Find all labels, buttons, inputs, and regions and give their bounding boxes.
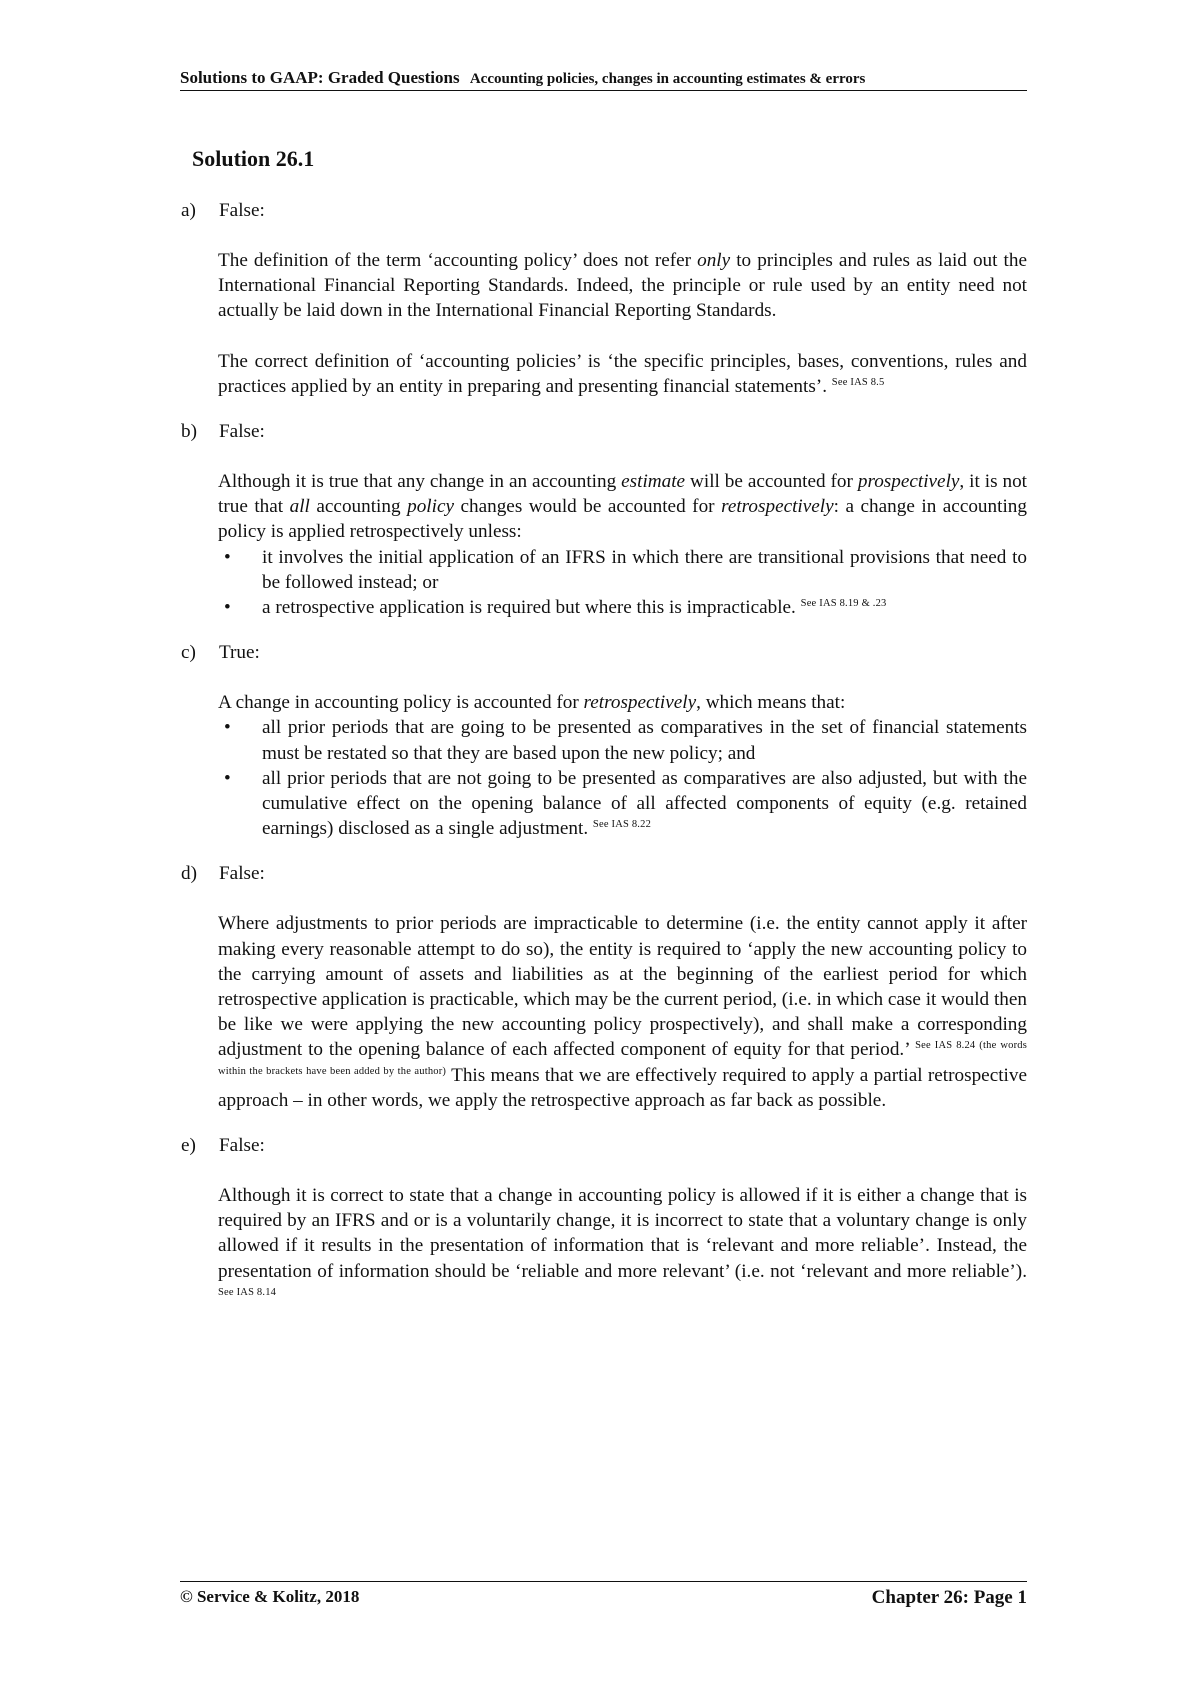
standard-reference: See IAS 8.5 xyxy=(831,376,885,388)
answer-paragraph: The correct definition of ‘accounting policies’ is ‘the specific principles, bases, conventions, rules and practices applied by an entity in preparing and presenting financial statements’. $^{See IAS 8.5}$ xyxy=(218,350,1027,397)
copyright-notice: © Service & Kolitz, 2018 xyxy=(180,1587,360,1606)
answer-item-d xyxy=(181,861,1027,1113)
emphasis-text: all xyxy=(289,496,310,518)
emphasis-text: estimate xyxy=(621,471,686,493)
answer-paragraph: Although it is true that any change in an accounting estimate will be accounted for prospectively, it is not true that all accounting policy changes would be accounted for retrospectively: a change in accounting policy is applied retrospectively unless: xyxy=(218,471,1027,543)
running-footer xyxy=(180,1581,1027,1609)
item-verdict: False: xyxy=(219,421,265,443)
emphasis-text: retrospectively xyxy=(583,692,697,714)
answer-item-e xyxy=(181,1133,1027,1309)
item-letter: e) xyxy=(181,1135,196,1157)
item-letter: b) xyxy=(181,421,197,443)
item-verdict: False: xyxy=(219,200,265,221)
answer-paragraph: Although it is correct to state that a change in accounting policy is allowed if it is either a change that is required by an IFRS and or is a voluntarily change, it is incorrect to state that a voluntary change is only allowed if it results in the presentation of information that is ‘relevant and more reliable’. Instead, the presentation of information should be ‘reliable and more relevant’ (i.e. not ‘relevant and more reliable’). $^{See IAS 8.14}$ xyxy=(218,1185,1027,1298)
header-book-title: Solutions to GAAP: Graded Questions xyxy=(180,68,460,87)
answer-paragraph: A change in accounting policy is accounted for retrospectively, which means that: xyxy=(218,692,846,714)
emphasis-text: retrospectively xyxy=(721,496,834,518)
bullet-list xyxy=(218,715,1027,841)
bullet-icon: • xyxy=(224,597,231,619)
item-letter: a) xyxy=(181,200,196,221)
solution-title: Solution 26.1 xyxy=(192,146,315,171)
standard-reference: See IAS 8.22 xyxy=(592,819,652,831)
bullet-icon: • xyxy=(224,767,231,789)
answer-item-a xyxy=(181,198,1027,399)
item-verdict: False: xyxy=(219,863,265,885)
emphasis-text: only xyxy=(697,250,731,271)
list-item: • a retrospective application is required but where this is impracticable. $^{See IAS 8.19 \& .23}$ xyxy=(218,595,1027,620)
list-item: • it involves the initial application of an IFRS in which there are transitional provisions that need to be followed instead; or xyxy=(224,546,1027,593)
emphasis-text: policy xyxy=(407,496,454,518)
bullet-list xyxy=(218,545,1027,621)
list-item: • all prior periods that are not going to be presented as comparatives are also adjusted, but with the cumulative effect on the opening balance of all affected components of equity (e.g. retained earnings) disclosed as a single adjustment. $^{See IAS 8.22}$ xyxy=(224,767,1027,840)
standard-reference: See IAS 8.19 & .23 xyxy=(800,598,887,610)
answer-paragraph: Where adjustments to prior periods are impracticable to determine (i.e. the entity cannot apply it after making every reasonable attempt to do so), the entity is required to ‘apply the new accounting policy to the carrying amount of assets and liabilities as at the beginning of the earliest period for which retrospective application is practicable, which may be the current period, (i.e. in which case it would then be like we were applying the new accounting policy prospectively), and shall make a corresponding adjustment to the opening balance of each affected component of equity for that period.’ $^{See IAS 8.24 (the words within the brackets have been added by the author)}$ This means that we are effectively required to apply a partial retrospective approach – in other words, we apply the retrospective approach as far back as possible. xyxy=(218,913,1028,1111)
header-chapter-title: Accounting policies, changes in accounting estimates & errors xyxy=(469,71,866,87)
item-verdict: False: xyxy=(219,1135,265,1157)
bullet-icon: • xyxy=(224,546,231,568)
answer-paragraph: The definition of the term ‘accounting policy’ does not refer only to principles and rules as laid out the International Financial Reporting Standards. Indeed, the principle or rule used by an entity need not actually be laid down in the International Financial Reporting Standards. xyxy=(218,250,1027,322)
standard-reference: See IAS 8.14 xyxy=(218,1286,277,1298)
running-header xyxy=(180,68,1027,91)
list-item: • all prior periods that are going to be presented as comparatives in the set of financial statements must be restated so that they are based upon the new policy; and xyxy=(224,717,1027,764)
emphasis-text: prospectively xyxy=(857,471,960,493)
item-verdict: True: xyxy=(219,642,260,664)
solution-body xyxy=(181,198,1027,1329)
item-letter: d) xyxy=(181,863,197,885)
answer-item-c xyxy=(181,640,1027,841)
bullet-icon: • xyxy=(224,717,231,739)
standard-reference: See IAS 8.24 (the words within the brackets have been added by the author) xyxy=(218,1040,1028,1077)
page-number: Chapter 26: Page 1 xyxy=(871,1587,1027,1608)
answer-item-b xyxy=(181,419,1027,620)
item-letter: c) xyxy=(181,642,196,664)
